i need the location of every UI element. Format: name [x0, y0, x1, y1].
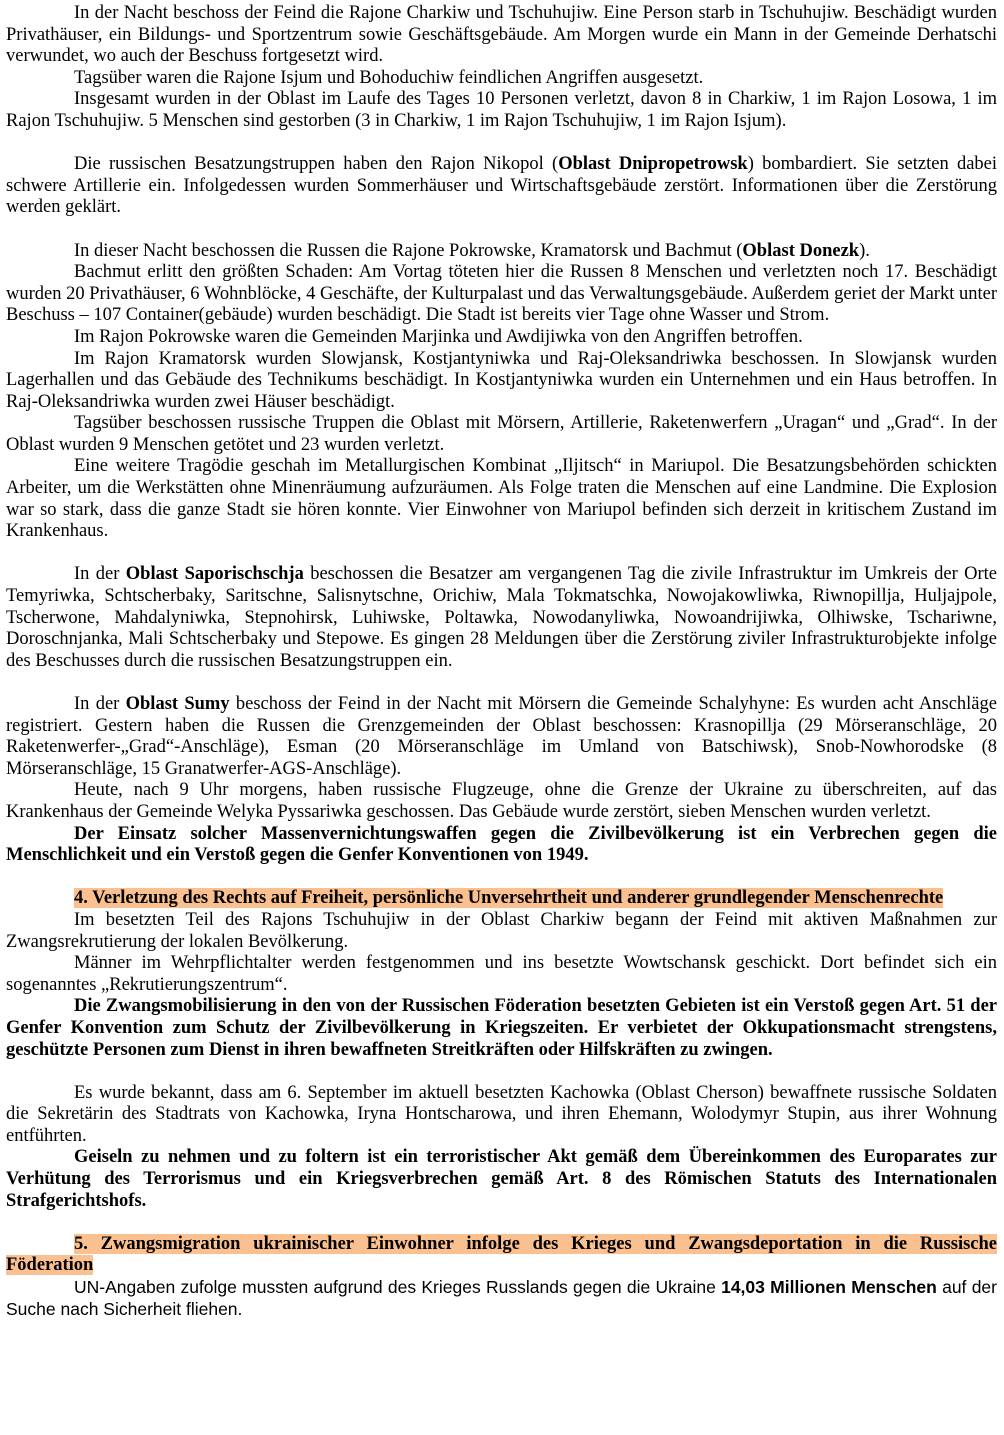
paragraph [6, 996, 997, 1061]
text-run: beschoss der Feind in der Nacht mit Mörsern die Gemeinde Schalyhyne: Es wurden acht Anschläge registriert. Gestern haben die Russen die Grenzgemeinden der Oblast beschossen: Krasnopillja (29 Mörseranschläge, 20 Raketenwerfer-„Grad“-Anschläge), Esman (20 Mörseranschläge im Umland von Batschiwsk), Snob-Nowhorodske (8 Mörseranschläge, 15 Granatwerfer-AGS-Anschläge). [6, 694, 997, 779]
paragraph [6, 154, 997, 219]
paragraph [6, 68, 997, 90]
paragraph [6, 953, 997, 996]
text-run: Heute, nach 9 Uhr morgens, haben russische Flugzeuge, ohne die Grenze der Ukraine zu überschreiten, auf das Krankenhaus der Gemeinde Welyka Pyssariwka geschossen. Das Gebäude wurde zerstört, sieben Menschen wurden verletzt. [6, 780, 997, 822]
text-run: Oblast Dnipropetrowsk [558, 154, 748, 175]
text-run: auf der Suche nach Sicherheit fliehen. [6, 1277, 997, 1319]
text-run: In der [74, 564, 126, 585]
text-run: Eine weitere Tragödie geschah im Metallurgischen Kombinat „Iljitsch“ in Mariupol. Die Besatzungsbehörden schickten Arbeiter, um die Werkstätten ohne Minenräumung aufzuräumen. Als Folge traten die Menschen auf eine Landmine. Die Explosion war so stark, dass die ganze Stadt sie hören konnte. Vier Einwohner von Mariupol befinden sich derzeit in kritischem Zustand im Krankenhaus. [6, 456, 997, 542]
section-heading [6, 888, 997, 910]
text-run: Bachmut erlitt den größten Schaden: Am Vortag töteten hier die Russen 8 Menschen und verletzten noch 17. Beschädigt wurden 20 Privathäuser, 6 Wohnblöcke, 4 Geschäfte, der Kulturpalast und das Verwaltungsgebäude. Außerdem geriet der Markt unter Beschuss – 107 Container(gebäude) wurden beschädigt. Die Stadt ist bereits vier Tage ohne Wasser und Strom. [6, 262, 997, 326]
text-run: ). [859, 240, 870, 261]
text-run: 14,03 Millionen Menschen [721, 1277, 937, 1298]
paragraph [6, 1147, 997, 1212]
text-run: In dieser Nacht beschossen die Russen die Rajone Pokrowske, Kramatorsk und Bachmut ( [74, 240, 743, 261]
paragraph [6, 241, 997, 263]
section-heading [6, 1234, 997, 1277]
text-run: Im Rajon Pokrowske waren die Gemeinden Marjinka und Awdijiwka von den Angriffen betroffen. [74, 326, 803, 347]
text-run: UN-Angaben zufolge mussten aufgrund des Krieges Russlands gegen die Ukraine [74, 1277, 722, 1298]
text-run: Insgesamt wurden in der Oblast im Laufe des Tages 10 Personen verletzt, davon 8 in Charkiw, 1 im Rajon Losowa, 1 im Rajon Tschuhujiw. 5 Menschen sind gestorben (3 in Charkiw, 1 im Rajon Tschuhujiw, 1 im Rajon Isjum). [6, 89, 997, 131]
text-run: Es wurde bekannt, dass am 6. September im aktuell besetzten Kachowka (Oblast Cherson) bewaffnete russische Soldaten die Sekretärin des Stadtrats von Kachowka, Iryna Hontscharowa, und ihren Ehemann, Wolodymyr Stupin, aus ihrer Wohnung entführten. [6, 1082, 997, 1146]
paragraph [6, 413, 997, 456]
paragraph [6, 456, 997, 542]
paragraph [6, 89, 997, 132]
paragraph [6, 780, 997, 823]
text-run: Die Zwangsmobilisierung in den von der Russischen Föderation besetzten Gebieten ist ein Verstoß gegen Art. 51 der Genfer Konvention zum Schutz der Zivilbevölkerung in Kriegszeiten. Er verbietet der Okkupationsmacht strengstens, geschützte Personen zum Dienst in ihren bewaffneten Streitkräften oder Hilfskräften zu zwingen. [6, 996, 997, 1060]
text-run: Oblast Sumy [125, 694, 230, 714]
paragraph [6, 910, 997, 953]
text-run: Geiseln zu nehmen und zu foltern ist ein terroristischer Akt gemäß dem Übereinkommen des Europarates zur Verhütung des Terrorismus und ein Kriegsverbrechen gemäß Art. 8 des Römischen Statuts des Internationalen Strafgerichtshofs. [6, 1147, 997, 1211]
text-run: ) bombardiert. Sie setzten dabei schwere Artillerie ein. Infolgedessen wurden Sommerhäuser und Wirtschaftsgebäude zerstört. Informationen über die Zerstörung werden geklärt. [6, 154, 998, 218]
text-run: Der Einsatz solcher Massenvernichtungswaffen gegen die Zivilbevölkerung ist ein Verbrechen gegen die Menschlichkeit und ein Verstoß gegen die Genfer Konventionen von 1949. [6, 823, 997, 866]
paragraph [6, 262, 997, 327]
text-run: Die russischen Besatzungstruppen haben den Rajon Nikopol ( [74, 154, 559, 175]
text-run: 4. Verletzung des Rechts auf Freiheit, persönliche Unversehrtheit und anderer grundlegender Menschenrechte [74, 888, 944, 909]
paragraph [6, 3, 997, 68]
text-run: Tagsüber beschossen russische Truppen die Oblast mit Mörsern, Artillerie, Raketenwerfern „Uragan“ und „Grad“. In der Oblast wurden 9 Menschen getötet und 23 wurden verletzt. [6, 413, 997, 455]
paragraph [6, 564, 997, 672]
paragraph [6, 349, 997, 414]
text-run: Oblast Donezk [742, 240, 860, 261]
paragraph [6, 694, 997, 780]
text-run: Im Rajon Kramatorsk wurden Slowjansk, Kostjantyniwka und Raj-Oleksandriwka beschossen. In Slowjansk wurden Lagerhallen und das Gebäude des Technikums beschädigt. In Kostjantyniwka wurden ein Unternehmen und ein Haus betroffen. In Raj-Oleksandriwka wurden zwei Häuser beschädigt. [6, 348, 997, 412]
text-run: Oblast Saporischschja [125, 564, 304, 585]
text-run: beschossen die Besatzer am vergangenen Tag die zivile Infrastruktur im Umkreis der Orte Temyriwka, Schtscherbaky, Saritschne, Salisnytschne, Orichiw, Mala Tokmatschka, Nowojakowliwka, Riwnopillja, Huljajpole, Tscherwone, Mahdalyniwka, Stepnohirsk, Luhiwske, Poltawka, Nowodanyliwka, Nowoandrijiwka, Olhiwske, Tschariwne, Doroschnjanka, Mali Schtscherbaky und Stepowe. Es gingen 28 Meldungen über die Zerstörung ziviler Infrastrukturobjekte infolge des Beschusses durch die russischen Besatzungstruppen ein. [6, 564, 997, 671]
paragraph [6, 327, 997, 349]
paragraph [6, 824, 997, 867]
text-run: In der Nacht beschoss der Feind die Rajone Charkiw und Tschuhujiw. Eine Person starb in Tschuhujiw. Beschädigt wurden Privathäuser, ein Bildungs- und Sportzentrum sowie Geschäftsgebäude. Am Morgen wurde ein Mann in der Gemeinde Derhatschi verwundet, wo auch der Beschuss fortgesetzt wird. [6, 3, 997, 67]
text-run: Tagsüber waren die Rajone Isjum und Bohoduchiw feindlichen Angriffen ausgesetzt. [74, 67, 704, 88]
text-run: Im besetzten Teil des Rajons Tschuhujiw in der Oblast Charkiw begann der Feind mit aktiven Maßnahmen zur Zwangsrekrutierung der lokalen Bevölkerung. [6, 909, 997, 952]
paragraph [6, 1277, 997, 1320]
text-run: In der [74, 694, 126, 714]
text-run: Männer im Wehrpflichtalter werden festgenommen und ins besetzte Wowtschansk geschickt. Dort befindet sich ein sogenanntes „Rekrutierungszentrum“. [6, 953, 997, 995]
text-run: 5. Zwangsmigration ukrainischer Einwohner infolge des Krieges und Zwangsdeportation in die Russische Föderation [6, 1233, 997, 1276]
paragraph [6, 1083, 997, 1148]
